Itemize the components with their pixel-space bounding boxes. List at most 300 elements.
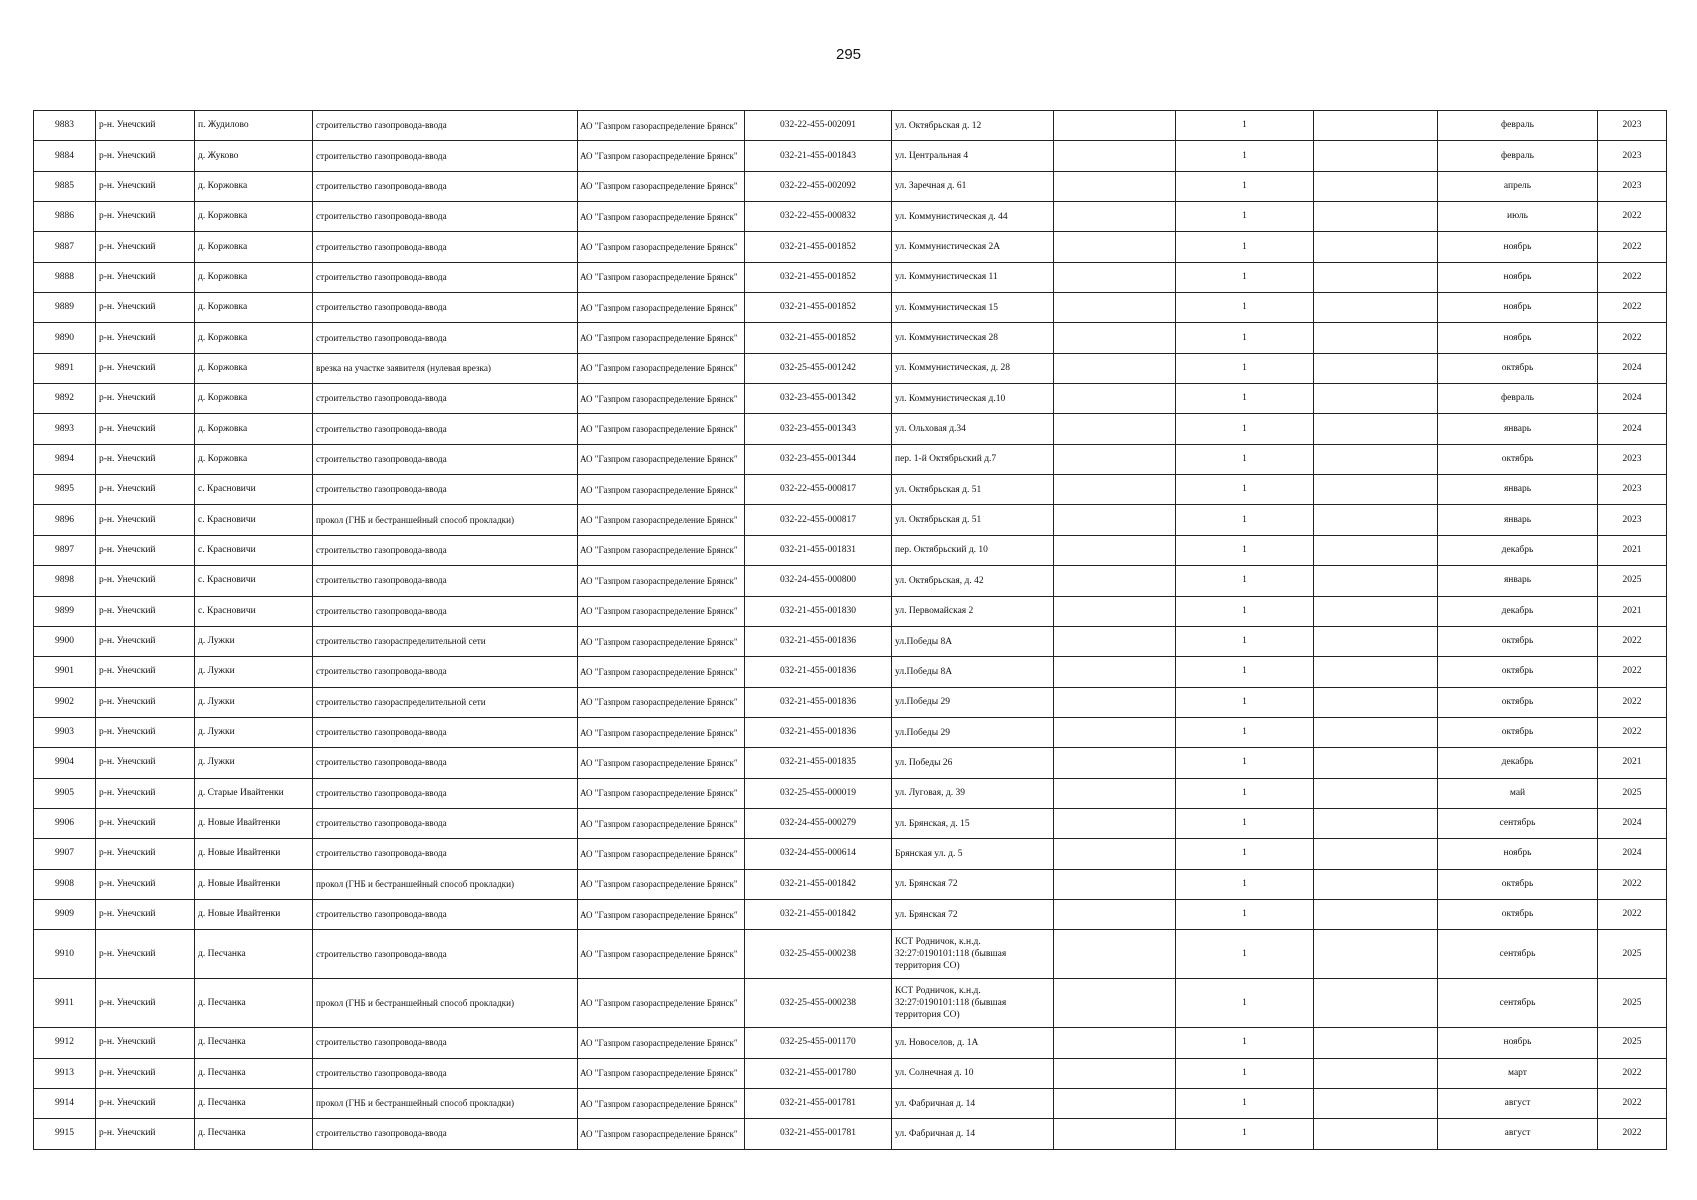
settlement-cell: п. Жудилово: [195, 111, 313, 141]
year-cell: 2022: [1598, 899, 1667, 929]
year-cell: 2025: [1598, 778, 1667, 808]
work-type-cell: строительство газопровода-ввода: [313, 141, 578, 171]
code-cell: 032-25-455-000238: [745, 979, 892, 1028]
address-cell: ул. Октябрьская д. 51: [892, 475, 1054, 505]
address-cell: ул. Коммунистическая 11: [892, 262, 1054, 292]
table-row: [34, 869, 1667, 899]
quantity-cell: 1: [1176, 202, 1314, 232]
address-cell: ул. Фабричная д. 14: [892, 1119, 1054, 1149]
row-number: 9915: [34, 1119, 96, 1149]
organization-cell: АО "Газпром газораспределение Брянск": [578, 626, 745, 656]
district-cell: р-н. Унечский: [96, 1058, 195, 1088]
month-cell: февраль: [1438, 111, 1598, 141]
empty-cell: [1314, 353, 1438, 383]
quantity-cell: 1: [1176, 748, 1314, 778]
settlement-cell: с. Красновичи: [195, 535, 313, 565]
empty-cell: [1314, 748, 1438, 778]
organization-cell: АО "Газпром газораспределение Брянск": [578, 748, 745, 778]
organization-cell: АО "Газпром газораспределение Брянск": [578, 414, 745, 444]
year-cell: 2022: [1598, 657, 1667, 687]
settlement-cell: д. Коржовка: [195, 262, 313, 292]
row-number: 9901: [34, 657, 96, 687]
month-cell: октябрь: [1438, 687, 1598, 717]
settlement-cell: с. Красновичи: [195, 475, 313, 505]
row-number: 9906: [34, 808, 96, 838]
organization-cell: АО "Газпром газораспределение Брянск": [578, 717, 745, 747]
address-cell: ул. Заречная д. 61: [892, 171, 1054, 201]
organization-cell: АО "Газпром газораспределение Брянск": [578, 111, 745, 141]
empty-cell: [1314, 111, 1438, 141]
empty-cell: [1054, 979, 1176, 1028]
settlement-cell: д. Новые Ивайтенки: [195, 869, 313, 899]
empty-cell: [1314, 778, 1438, 808]
row-number: 9910: [34, 930, 96, 979]
settlement-cell: д. Песчанка: [195, 979, 313, 1028]
work-type-cell: строительство газопровода-ввода: [313, 596, 578, 626]
year-cell: 2022: [1598, 869, 1667, 899]
address-cell: ул. Центральная 4: [892, 141, 1054, 171]
settlement-cell: д. Коржовка: [195, 232, 313, 262]
settlement-cell: д. Новые Ивайтенки: [195, 808, 313, 838]
row-number: 9888: [34, 262, 96, 292]
row-number: 9911: [34, 979, 96, 1028]
year-cell: 2022: [1598, 232, 1667, 262]
empty-cell: [1054, 899, 1176, 929]
code-cell: 032-22-455-002092: [745, 171, 892, 201]
year-cell: 2023: [1598, 171, 1667, 201]
code-cell: 032-21-455-001780: [745, 1058, 892, 1088]
empty-cell: [1314, 596, 1438, 626]
code-cell: 032-25-455-001242: [745, 353, 892, 383]
table-row: [34, 687, 1667, 717]
work-type-cell: строительство газопровода-ввода: [313, 111, 578, 141]
settlement-cell: д. Новые Ивайтенки: [195, 839, 313, 869]
year-cell: 2022: [1598, 1119, 1667, 1149]
district-cell: р-н. Унечский: [96, 657, 195, 687]
row-number: 9897: [34, 535, 96, 565]
year-cell: 2024: [1598, 839, 1667, 869]
work-type-cell: строительство газопровода-ввода: [313, 202, 578, 232]
empty-cell: [1054, 717, 1176, 747]
work-type-cell: строительство газопровода-ввода: [313, 1119, 578, 1149]
organization-cell: АО "Газпром газораспределение Брянск": [578, 979, 745, 1028]
code-cell: 032-21-455-001852: [745, 232, 892, 262]
empty-cell: [1054, 262, 1176, 292]
empty-cell: [1054, 475, 1176, 505]
table-body: [34, 111, 1667, 1150]
quantity-cell: 1: [1176, 1028, 1314, 1058]
address-cell: пер. Октябрьский д. 10: [892, 535, 1054, 565]
settlement-cell: с. Красновичи: [195, 566, 313, 596]
quantity-cell: 1: [1176, 808, 1314, 838]
empty-cell: [1054, 535, 1176, 565]
year-cell: 2022: [1598, 687, 1667, 717]
empty-cell: [1054, 869, 1176, 899]
district-cell: р-н. Унечский: [96, 171, 195, 201]
empty-cell: [1054, 444, 1176, 474]
quantity-cell: 1: [1176, 717, 1314, 747]
code-cell: 032-21-455-001852: [745, 262, 892, 292]
empty-cell: [1314, 535, 1438, 565]
district-cell: р-н. Унечский: [96, 717, 195, 747]
code-cell: 032-25-455-000019: [745, 778, 892, 808]
work-type-cell: строительство газопровода-ввода: [313, 232, 578, 262]
year-cell: 2021: [1598, 596, 1667, 626]
address-cell: ул. Луговая, д. 39: [892, 778, 1054, 808]
district-cell: р-н. Унечский: [96, 899, 195, 929]
code-cell: 032-21-455-001852: [745, 323, 892, 353]
year-cell: 2022: [1598, 717, 1667, 747]
table-row: [34, 353, 1667, 383]
quantity-cell: 1: [1176, 930, 1314, 979]
month-cell: октябрь: [1438, 899, 1598, 929]
quantity-cell: 1: [1176, 899, 1314, 929]
address-cell: ул.Победы 29: [892, 717, 1054, 747]
code-cell: 032-21-455-001843: [745, 141, 892, 171]
table-row: [34, 505, 1667, 535]
quantity-cell: 1: [1176, 262, 1314, 292]
district-cell: р-н. Унечский: [96, 930, 195, 979]
empty-cell: [1314, 384, 1438, 414]
empty-cell: [1314, 323, 1438, 353]
district-cell: р-н. Унечский: [96, 1028, 195, 1058]
code-cell: 032-21-455-001835: [745, 748, 892, 778]
district-cell: р-н. Унечский: [96, 626, 195, 656]
address-cell: ул. Октябрьская, д. 42: [892, 566, 1054, 596]
address-cell: ул. Коммунистическая 2А: [892, 232, 1054, 262]
table-row: [34, 808, 1667, 838]
work-type-cell: строительство газопровода-ввода: [313, 414, 578, 444]
district-cell: р-н. Унечский: [96, 232, 195, 262]
organization-cell: АО "Газпром газораспределение Брянск": [578, 930, 745, 979]
month-cell: сентябрь: [1438, 930, 1598, 979]
row-number: 9900: [34, 626, 96, 656]
empty-cell: [1054, 778, 1176, 808]
organization-cell: АО "Газпром газораспределение Брянск": [578, 353, 745, 383]
empty-cell: [1314, 808, 1438, 838]
address-cell: ул.Победы 8А: [892, 626, 1054, 656]
row-number: 9907: [34, 839, 96, 869]
address-cell: ул. Октябрьская д. 12: [892, 111, 1054, 141]
settlement-cell: д. Коржовка: [195, 323, 313, 353]
month-cell: январь: [1438, 475, 1598, 505]
organization-cell: АО "Газпром газораспределение Брянск": [578, 687, 745, 717]
organization-cell: АО "Газпром газораспределение Брянск": [578, 1088, 745, 1118]
year-cell: 2024: [1598, 808, 1667, 838]
address-cell: КСТ Родничок, к.н.д. 32:27:0190101:118 (бывшая территория СО): [892, 930, 1054, 979]
district-cell: р-н. Унечский: [96, 384, 195, 414]
organization-cell: АО "Газпром газораспределение Брянск": [578, 505, 745, 535]
quantity-cell: 1: [1176, 111, 1314, 141]
empty-cell: [1054, 1058, 1176, 1088]
organization-cell: АО "Газпром газораспределение Брянск": [578, 232, 745, 262]
year-cell: 2023: [1598, 111, 1667, 141]
address-cell: ул. Победы 26: [892, 748, 1054, 778]
organization-cell: АО "Газпром газораспределение Брянск": [578, 475, 745, 505]
work-type-cell: строительство газопровода-ввода: [313, 384, 578, 414]
code-cell: 032-23-455-001342: [745, 384, 892, 414]
row-number: 9884: [34, 141, 96, 171]
year-cell: 2023: [1598, 505, 1667, 535]
year-cell: 2025: [1598, 1028, 1667, 1058]
address-cell: ул. Солнечная д. 10: [892, 1058, 1054, 1088]
year-cell: 2023: [1598, 141, 1667, 171]
row-number: 9885: [34, 171, 96, 201]
address-cell: пер. 1-й Октябрьский д.7: [892, 444, 1054, 474]
table-row: [34, 566, 1667, 596]
table-row: [34, 596, 1667, 626]
organization-cell: АО "Газпром газораспределение Брянск": [578, 384, 745, 414]
organization-cell: АО "Газпром газораспределение Брянск": [578, 839, 745, 869]
table-row: [34, 1119, 1667, 1149]
empty-cell: [1054, 171, 1176, 201]
table-row: [34, 323, 1667, 353]
empty-cell: [1314, 202, 1438, 232]
organization-cell: АО "Газпром газораспределение Брянск": [578, 1119, 745, 1149]
organization-cell: АО "Газпром газораспределение Брянск": [578, 778, 745, 808]
quantity-cell: 1: [1176, 141, 1314, 171]
table-row: [34, 232, 1667, 262]
month-cell: ноябрь: [1438, 839, 1598, 869]
district-cell: р-н. Унечский: [96, 687, 195, 717]
row-number: 9914: [34, 1088, 96, 1118]
code-cell: 032-21-455-001836: [745, 717, 892, 747]
empty-cell: [1314, 839, 1438, 869]
table-row: [34, 1028, 1667, 1058]
quantity-cell: 1: [1176, 232, 1314, 262]
code-cell: 032-24-455-000614: [745, 839, 892, 869]
code-cell: 032-22-455-002091: [745, 111, 892, 141]
address-cell: ул.Победы 8А: [892, 657, 1054, 687]
table-row: [34, 1088, 1667, 1118]
table-row: [34, 111, 1667, 141]
month-cell: октябрь: [1438, 657, 1598, 687]
settlement-cell: д. Лужки: [195, 717, 313, 747]
work-type-cell: прокол (ГНБ и бестраншейный способ прокладки): [313, 979, 578, 1028]
settlement-cell: д. Песчанка: [195, 1028, 313, 1058]
quantity-cell: 1: [1176, 778, 1314, 808]
work-type-cell: строительство газопровода-ввода: [313, 475, 578, 505]
district-cell: р-н. Унечский: [96, 869, 195, 899]
month-cell: март: [1438, 1058, 1598, 1088]
empty-cell: [1054, 1028, 1176, 1058]
empty-cell: [1314, 232, 1438, 262]
address-cell: ул. Брянская 72: [892, 869, 1054, 899]
month-cell: февраль: [1438, 384, 1598, 414]
table-row: [34, 293, 1667, 323]
code-cell: 032-24-455-000800: [745, 566, 892, 596]
settlement-cell: с. Красновичи: [195, 505, 313, 535]
quantity-cell: 1: [1176, 626, 1314, 656]
empty-cell: [1314, 141, 1438, 171]
work-type-cell: строительство газораспределительной сети: [313, 687, 578, 717]
district-cell: р-н. Унечский: [96, 1088, 195, 1118]
quantity-cell: 1: [1176, 596, 1314, 626]
address-cell: Брянская ул. д. 5: [892, 839, 1054, 869]
settlement-cell: д. Коржовка: [195, 293, 313, 323]
empty-cell: [1314, 899, 1438, 929]
quantity-cell: 1: [1176, 657, 1314, 687]
month-cell: апрель: [1438, 171, 1598, 201]
page-number: 295: [835, 46, 862, 63]
address-cell: ул. Брянская 72: [892, 899, 1054, 929]
code-cell: 032-25-455-000238: [745, 930, 892, 979]
quantity-cell: 1: [1176, 505, 1314, 535]
row-number: 9886: [34, 202, 96, 232]
month-cell: ноябрь: [1438, 323, 1598, 353]
address-cell: ул.Победы 29: [892, 687, 1054, 717]
code-cell: 032-21-455-001781: [745, 1088, 892, 1118]
month-cell: октябрь: [1438, 353, 1598, 383]
row-number: 9898: [34, 566, 96, 596]
empty-cell: [1054, 384, 1176, 414]
month-cell: май: [1438, 778, 1598, 808]
month-cell: февраль: [1438, 141, 1598, 171]
empty-cell: [1054, 657, 1176, 687]
empty-cell: [1054, 566, 1176, 596]
year-cell: 2024: [1598, 384, 1667, 414]
empty-cell: [1054, 141, 1176, 171]
table-row: [34, 899, 1667, 929]
settlement-cell: д. Коржовка: [195, 444, 313, 474]
month-cell: январь: [1438, 566, 1598, 596]
work-type-cell: строительство газопровода-ввода: [313, 566, 578, 596]
year-cell: 2022: [1598, 1058, 1667, 1088]
month-cell: октябрь: [1438, 717, 1598, 747]
quantity-cell: 1: [1176, 444, 1314, 474]
district-cell: р-н. Унечский: [96, 475, 195, 505]
empty-cell: [1054, 353, 1176, 383]
code-cell: 032-21-455-001831: [745, 535, 892, 565]
district-cell: р-н. Унечский: [96, 323, 195, 353]
district-cell: р-н. Унечский: [96, 293, 195, 323]
year-cell: 2023: [1598, 475, 1667, 505]
district-cell: р-н. Унечский: [96, 748, 195, 778]
row-number: 9909: [34, 899, 96, 929]
row-number: 9912: [34, 1028, 96, 1058]
quantity-cell: 1: [1176, 1088, 1314, 1118]
organization-cell: АО "Газпром газораспределение Брянск": [578, 1058, 745, 1088]
empty-cell: [1314, 171, 1438, 201]
work-type-cell: строительство газопровода-ввода: [313, 262, 578, 292]
quantity-cell: 1: [1176, 687, 1314, 717]
year-cell: 2022: [1598, 202, 1667, 232]
address-cell: ул. Октябрьская д. 51: [892, 505, 1054, 535]
settlement-cell: д. Коржовка: [195, 414, 313, 444]
work-type-cell: строительство газораспределительной сети: [313, 626, 578, 656]
empty-cell: [1314, 1028, 1438, 1058]
table-row: [34, 202, 1667, 232]
table-row: [34, 778, 1667, 808]
table-row: [34, 930, 1667, 979]
address-cell: ул. Первомайская 2: [892, 596, 1054, 626]
table-row: [34, 748, 1667, 778]
year-cell: 2025: [1598, 930, 1667, 979]
organization-cell: АО "Газпром газораспределение Брянск": [578, 293, 745, 323]
settlement-cell: д. Песчанка: [195, 930, 313, 979]
organization-cell: АО "Газпром газораспределение Брянск": [578, 1028, 745, 1058]
address-cell: ул. Коммунистическая 15: [892, 293, 1054, 323]
empty-cell: [1054, 323, 1176, 353]
settlement-cell: д. Коржовка: [195, 353, 313, 383]
table-row: [34, 141, 1667, 171]
empty-cell: [1314, 444, 1438, 474]
code-cell: 032-21-455-001842: [745, 869, 892, 899]
district-cell: р-н. Унечский: [96, 596, 195, 626]
settlement-cell: д. Лужки: [195, 748, 313, 778]
month-cell: январь: [1438, 505, 1598, 535]
empty-cell: [1314, 930, 1438, 979]
year-cell: 2024: [1598, 353, 1667, 383]
year-cell: 2021: [1598, 535, 1667, 565]
settlement-cell: д. Жуково: [195, 141, 313, 171]
quantity-cell: 1: [1176, 979, 1314, 1028]
empty-cell: [1314, 505, 1438, 535]
settlement-cell: д. Коржовка: [195, 384, 313, 414]
table-row: [34, 717, 1667, 747]
month-cell: август: [1438, 1119, 1598, 1149]
code-cell: 032-24-455-000279: [745, 808, 892, 838]
settlement-cell: д. Песчанка: [195, 1088, 313, 1118]
month-cell: сентябрь: [1438, 808, 1598, 838]
organization-cell: АО "Газпром газораспределение Брянск": [578, 262, 745, 292]
empty-cell: [1054, 293, 1176, 323]
settlement-cell: д. Старые Ивайтенки: [195, 778, 313, 808]
address-cell: ул. Коммунистическая д. 44: [892, 202, 1054, 232]
empty-cell: [1054, 414, 1176, 444]
row-number: 9887: [34, 232, 96, 262]
settlement-cell: д. Новые Ивайтенки: [195, 899, 313, 929]
code-cell: 032-21-455-001836: [745, 657, 892, 687]
empty-cell: [1314, 1119, 1438, 1149]
row-number: 9894: [34, 444, 96, 474]
empty-cell: [1054, 596, 1176, 626]
table-row: [34, 1058, 1667, 1088]
quantity-cell: 1: [1176, 323, 1314, 353]
organization-cell: АО "Газпром газораспределение Брянск": [578, 202, 745, 232]
empty-cell: [1314, 262, 1438, 292]
year-cell: 2025: [1598, 979, 1667, 1028]
table-row: [34, 444, 1667, 474]
settlement-cell: д. Песчанка: [195, 1058, 313, 1088]
quantity-cell: 1: [1176, 1119, 1314, 1149]
quantity-cell: 1: [1176, 475, 1314, 505]
year-cell: 2021: [1598, 748, 1667, 778]
empty-cell: [1054, 748, 1176, 778]
code-cell: 032-21-455-001836: [745, 626, 892, 656]
work-type-cell: прокол (ГНБ и бестраншейный способ прокладки): [313, 869, 578, 899]
organization-cell: АО "Газпром газораспределение Брянск": [578, 808, 745, 838]
work-type-cell: строительство газопровода-ввода: [313, 778, 578, 808]
table-row: [34, 535, 1667, 565]
table-row: [34, 171, 1667, 201]
organization-cell: АО "Газпром газораспределение Брянск": [578, 657, 745, 687]
empty-cell: [1314, 657, 1438, 687]
row-number: 9895: [34, 475, 96, 505]
code-cell: 032-22-455-000817: [745, 505, 892, 535]
work-type-cell: прокол (ГНБ и бестраншейный способ прокладки): [313, 1088, 578, 1118]
settlement-cell: с. Красновичи: [195, 596, 313, 626]
code-cell: 032-25-455-001170: [745, 1028, 892, 1058]
district-cell: р-н. Унечский: [96, 566, 195, 596]
code-cell: 032-21-455-001836: [745, 687, 892, 717]
work-type-cell: строительство газопровода-ввода: [313, 899, 578, 929]
settlement-cell: д. Коржовка: [195, 202, 313, 232]
work-type-cell: строительство газопровода-ввода: [313, 323, 578, 353]
organization-cell: АО "Газпром газораспределение Брянск": [578, 171, 745, 201]
empty-cell: [1314, 1058, 1438, 1088]
empty-cell: [1054, 687, 1176, 717]
